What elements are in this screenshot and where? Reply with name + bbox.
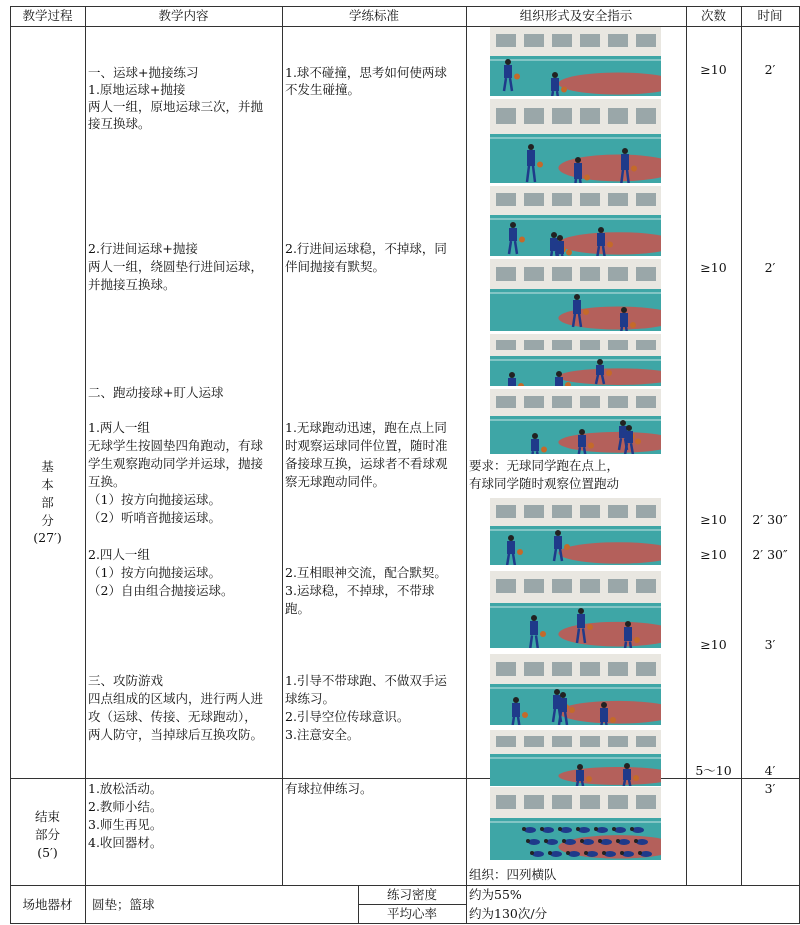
section-label: 基 [41,459,54,474]
times-value: ≥10 [700,62,727,77]
content-line: 接互换球。 [88,116,151,131]
duration-value: 3′ [764,637,776,652]
standard-line: 2.互相眼神交流，配合默契。 [285,565,447,580]
content-line: 三、攻防游戏 [88,673,164,688]
organization-note: 有球同学随时观察位置跑动 [469,476,620,491]
header-organization: 组织形式及安全指示 [519,8,633,23]
header-times: 次数 [700,8,726,23]
standard-line: 跑。 [285,601,311,616]
standard-line: 有球拉伸练习。 [285,781,373,796]
duration-value: 2′ 30″ [752,512,788,527]
section-label: 部 [41,495,54,510]
content-line: 两人防守，当掉球后互换攻防。 [88,727,264,742]
equipment-value: 圆垫；篮球 [92,897,155,912]
practice-photo [490,99,661,183]
section-label: 分 [41,513,54,528]
content-line: 1.原地运球+抛接 [88,82,186,97]
times-value: ≥10 [700,637,727,652]
content-line: 学生观察跑动同学并运球，抛接 [88,456,264,471]
times-value: ≥10 [700,547,727,562]
section-label: 部分 [34,827,60,842]
standard-line: 球练习。 [285,691,336,706]
content-line: （1）按方向抛接运球。 [88,565,221,580]
content-line: 二、跑动接球+盯人运球 [88,385,224,400]
practice-photo [490,654,661,725]
standard-line: 1.引导不带球跑、不做双手运 [285,673,447,688]
standard-line: 不发生碰撞。 [285,82,361,97]
practice-photo [490,389,661,454]
times-value: ≥10 [700,260,727,275]
content-line: 攻（运球、传接、无球跑动）， [88,709,257,724]
content-line: 两人一组，绕圆垫行进间运球， [88,259,264,274]
duration-value: 2′ [764,260,776,275]
content-line: 并抛接互换球。 [88,277,176,292]
content-line: 4.收回器材。 [88,835,163,850]
organization-note: 组织：四列横队 [469,867,557,882]
density-value: 约为55% [469,887,522,902]
standard-line: 3.注意安全。 [285,727,360,742]
section-duration: (5′) [37,845,58,860]
content-line: （2）自由组合抛接运球。 [88,583,234,598]
practice-photo [490,259,661,331]
duration-value: 2′ [764,62,776,77]
times-value: ≥10 [700,512,727,527]
standard-line: 备接球互换，运球者不看球观 [285,456,448,471]
standard-line: 2.行进间运球稳，不掉球，同 [285,241,447,256]
section-label: 结束 [34,809,60,824]
practice-photo [490,27,661,96]
practice-photo [490,571,661,648]
practice-photo [490,730,661,786]
duration-value: 4′ [764,763,776,778]
content-line: 两人一组，原地运球三次，并抛 [88,99,264,114]
content-line: 一、运球+抛接练习 [88,65,199,80]
content-line: 2.教师小结。 [88,799,163,814]
standard-line: 3.运球稳，不掉球，不带球 [285,583,435,598]
duration-value: 2′ 30″ [752,547,788,562]
standard-line: 察无球跑动同伴。 [285,474,386,489]
density-label: 练习密度 [386,887,437,902]
header-process: 教学过程 [22,8,73,23]
section-duration: (27′) [33,530,62,545]
standard-line: 1.球不碰撞，思考如何使两球 [285,65,447,80]
practice-photo [490,334,661,386]
standard-line: 时观察运球同伴位置，随时准 [285,438,448,453]
standard-line: 伴间抛接有默契。 [285,259,386,274]
times-value: 5～10 [695,763,732,778]
content-line: 2.行进间运球+抛接 [88,241,198,256]
content-line: 2.四人一组 [88,547,150,562]
section-label: 本 [41,477,54,492]
practice-photo [490,186,661,256]
content-line: （2）听哨音抛接运球。 [88,510,221,525]
stretching-photo [490,787,661,860]
content-line: 1.两人一组 [88,420,150,435]
header-standard: 学练标准 [348,8,399,23]
content-line: 四点组成的区域内，进行两人进 [88,691,264,706]
standard-line: 1.无球跑动迅速，跑在点上同 [285,420,447,435]
duration-value: 3′ [764,781,776,796]
content-line: 3.师生再见。 [88,817,163,832]
heart-rate-value: 约为130次/分 [469,906,548,921]
content-line: 互换。 [88,474,126,489]
practice-photo [490,498,661,565]
header-content: 教学内容 [158,8,209,23]
content-line: 无球学生按圆垫四角跑动，有球 [88,438,264,453]
heart-rate-label: 平均心率 [386,906,437,921]
content-line: 1.放松活动。 [88,781,163,796]
standard-line: 2.引导空位传球意识。 [285,709,410,724]
header-duration: 时间 [757,8,783,23]
equipment-label: 场地器材 [22,897,73,912]
content-line: （1）按方向抛接运球。 [88,492,221,507]
organization-note: 要求：无球同学跑在点上， [469,458,620,473]
